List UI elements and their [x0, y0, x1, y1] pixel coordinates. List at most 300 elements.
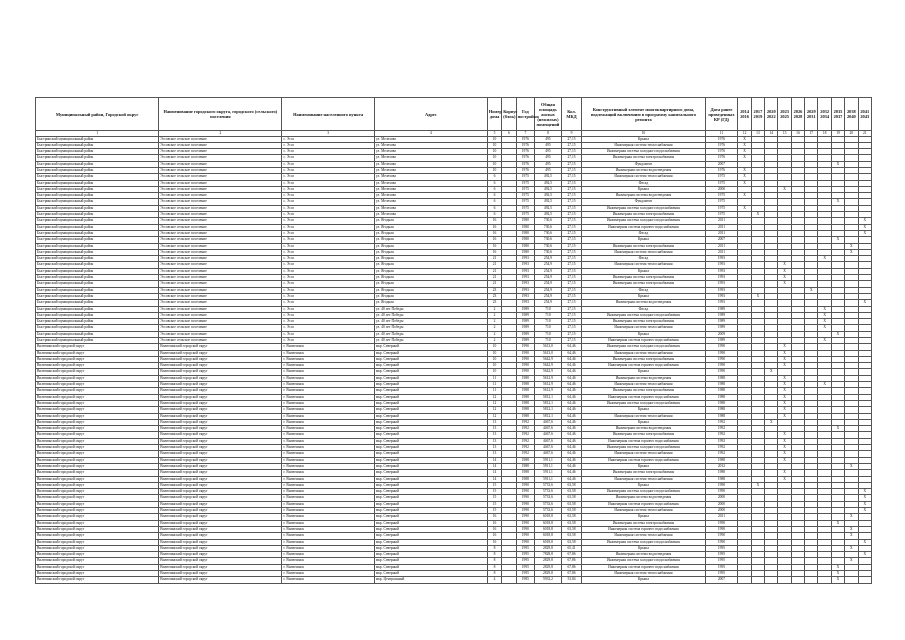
table-cell: X — [831, 564, 844, 570]
table-cell: 1992 — [705, 426, 738, 432]
table-cell: г. Вилючинск — [282, 356, 374, 362]
table-cell: Вилючинский городской округ — [36, 382, 159, 388]
table-cell: 1992 — [516, 419, 534, 425]
table-cell: 64,46 — [561, 400, 582, 406]
column-header: 2029 2031 — [805, 98, 818, 131]
table-cell: Эссовское сельское поселение — [159, 256, 282, 262]
table-cell: мкр. Северный — [374, 388, 487, 394]
table-cell: Фасад — [582, 306, 705, 312]
table-cell: 1992 — [705, 419, 738, 425]
table-cell: Вилючинский городской округ — [36, 570, 159, 576]
table-cell: Фасад — [582, 256, 705, 262]
table-cell: ул. 40 лет Победы — [374, 312, 487, 318]
table-cell: Вилючинский городской округ — [159, 520, 282, 526]
table-cell: Вилючинский городской округ — [159, 394, 282, 400]
table-cell: ул. Мелехова — [374, 186, 487, 192]
table-cell: 4467,6 — [535, 419, 562, 425]
table-cell: X — [845, 243, 858, 249]
table-cell: 6 — [487, 180, 501, 186]
table-cell: Инженерная система холодного водоснабжения — [582, 205, 705, 211]
table-cell: 27,15 — [561, 149, 582, 155]
table-cell: 1976 — [516, 136, 534, 142]
table-cell: 1993 — [516, 256, 534, 262]
table-cell: Вилючинский городской округ — [159, 363, 282, 369]
table-cell: 5812,1 — [535, 394, 562, 400]
table-cell: 2011 — [705, 514, 738, 520]
table-cell: X — [858, 495, 872, 501]
table-cell: Быстринский муниципальный район — [36, 224, 159, 230]
table-cell: 27,15 — [561, 237, 582, 243]
table-cell: X — [778, 344, 791, 350]
table-cell: 12 — [487, 400, 501, 406]
table-cell: Вилючинский городской округ — [159, 508, 282, 514]
table-cell: ул. Мелехова — [374, 142, 487, 148]
table-cell: X — [831, 426, 844, 432]
table-cell: 492,5 — [535, 212, 562, 218]
table-cell: 14 — [487, 476, 501, 482]
table-cell: Инженерная система водоотведения — [582, 167, 705, 173]
table-cell: Вилючинский городской округ — [36, 470, 159, 476]
table-cell: 27,15 — [561, 136, 582, 142]
table-cell: ул. Мелехова — [374, 167, 487, 173]
table-cell: 1995 — [705, 558, 738, 564]
table-cell: X — [818, 325, 831, 331]
table-cell: 1995 — [705, 552, 738, 558]
table-cell: 63,58 — [561, 482, 582, 488]
table-cell: 1976 — [516, 161, 534, 167]
table-cell: г. Вилючинск — [282, 526, 374, 532]
table-cell: Фасад — [582, 230, 705, 236]
table-cell: г. Вилючинск — [282, 564, 374, 570]
table-cell: Инженерная система горячего водоснабжения — [582, 526, 705, 532]
table-cell: Вилючинский городской округ — [36, 501, 159, 507]
table-cell: X — [778, 281, 791, 287]
column-number: 21 — [858, 131, 872, 137]
table-cell: Инженерная система электроснабжения — [582, 281, 705, 287]
table-cell: Вилючинский городской округ — [36, 552, 159, 558]
table-cell: ул. Мелехова — [374, 161, 487, 167]
table-cell: Быстринский муниципальный район — [36, 149, 159, 155]
table-cell: 2 — [487, 331, 501, 337]
table-cell: 2 — [487, 319, 501, 325]
table-cell: 64,46 — [561, 350, 582, 356]
table-cell: X — [858, 539, 872, 545]
table-cell: X — [858, 552, 872, 558]
table-cell: ул. Мелехова — [374, 155, 487, 161]
table-cell: мкр. Северный — [374, 426, 487, 432]
table-cell: с. Эссо — [282, 287, 374, 293]
table-cell: 14 — [487, 463, 501, 469]
table-cell: Крыша — [582, 545, 705, 551]
table-cell: 2000 — [705, 186, 738, 192]
table-cell: Крыша — [582, 577, 705, 583]
table-cell: 64,46 — [561, 382, 582, 388]
table-cell: с. Эссо — [282, 268, 374, 274]
table-cell: с. Эссо — [282, 230, 374, 236]
table-cell: ул. 40 лет Победы — [374, 306, 487, 312]
table-cell: ул. 40 лет Победы — [374, 331, 487, 337]
table-cell: 1988 — [705, 394, 738, 400]
table-cell: X — [738, 167, 751, 173]
table-cell: Быстринский муниципальный район — [36, 287, 159, 293]
table-cell: 5812,1 — [535, 413, 562, 419]
table-cell: г. Вилючинск — [282, 400, 374, 406]
table-cell: Вилючинский городской округ — [36, 514, 159, 520]
table-cell: 1990 — [705, 539, 738, 545]
table-cell: X — [778, 186, 791, 192]
table-cell: 1988 — [516, 400, 534, 406]
table-cell: Вилючинский городской округ — [159, 577, 282, 583]
table-cell: 27,15 — [561, 325, 582, 331]
table-cell: 1993 — [705, 256, 738, 262]
table-cell: Инженерная система водоотведения — [582, 426, 705, 432]
table-cell: 1992 — [705, 451, 738, 457]
table-cell: 27,15 — [561, 230, 582, 236]
table-cell: 4467,6 — [535, 432, 562, 438]
table-cell: X — [831, 237, 844, 243]
table-cell: Вилючинский городской округ — [36, 533, 159, 539]
table-cell: г. Вилючинск — [282, 419, 374, 425]
table-cell: 730,6 — [535, 218, 562, 224]
table-cell: X — [765, 369, 778, 375]
table-cell: 1975 — [705, 174, 738, 180]
table-cell: 1993 — [516, 281, 534, 287]
table-cell: X — [751, 293, 764, 299]
table-cell: 64,46 — [561, 388, 582, 394]
table-cell: 1990 — [516, 514, 534, 520]
table-cell: Инженерная система теплоснабжения — [582, 174, 705, 180]
table-cell: 64,46 — [561, 470, 582, 476]
table-cell: X — [765, 419, 778, 425]
table-cell: 27,15 — [561, 262, 582, 268]
table-cell: X — [818, 319, 831, 325]
table-cell: с. Эссо — [282, 167, 374, 173]
column-header: 2017 2019 — [751, 98, 764, 131]
table-cell: 1993 — [705, 275, 738, 281]
table-body — [36, 136, 872, 583]
table-cell: Быстринский муниципальный район — [36, 186, 159, 192]
table-cell: Эссовское сельское поселение — [159, 167, 282, 173]
table-cell: 492,5 — [535, 205, 562, 211]
table-cell: 1990 — [705, 489, 738, 495]
table-cell: Эссовское сельское поселение — [159, 325, 282, 331]
table-cell: мкр. Северный — [374, 539, 487, 545]
table-cell: мкр. Северный — [374, 350, 487, 356]
table-cell: X — [845, 249, 858, 255]
column-header: Адрес — [374, 98, 487, 131]
column-header: Дата ранее проведенных КР (ГД) — [705, 98, 738, 131]
table-cell: 23 — [487, 300, 501, 306]
table-cell: с. Эссо — [282, 180, 374, 186]
table-cell: Вилючинский городской округ — [159, 482, 282, 488]
table-cell: Быстринский муниципальный район — [36, 293, 159, 299]
table-cell: Вилючинский городской округ — [36, 482, 159, 488]
table-cell: ул. Мелехова — [374, 205, 487, 211]
table-cell: 1992 — [516, 451, 534, 457]
column-header: Номер дома — [487, 98, 501, 131]
table-cell: Быстринский муниципальный район — [36, 262, 159, 268]
table-cell: 5911,1 — [535, 476, 562, 482]
table-cell: X — [778, 363, 791, 369]
table-cell: Инженерная система холодного водоснабжения — [582, 344, 705, 350]
column-header: 2032 2034 — [818, 98, 831, 131]
table-cell: Инженерная система водоотведения — [582, 193, 705, 199]
table-cell: 730,6 — [535, 237, 562, 243]
table-cell: 1988 — [705, 400, 738, 406]
table-cell: мкр. Северный — [374, 369, 487, 375]
table-cell: 27,15 — [561, 249, 582, 255]
table-cell: 492,5 — [535, 186, 562, 192]
table-cell: 64,46 — [561, 463, 582, 469]
table-cell: Вилючинский городской округ — [36, 558, 159, 564]
table-cell: Эссовское сельское поселение — [159, 331, 282, 337]
table-cell: Вилючинский городской округ — [36, 375, 159, 381]
table-cell: 1988 — [516, 457, 534, 463]
table-cell: с. Эссо — [282, 212, 374, 218]
table-cell: 1989 — [516, 306, 534, 312]
table-cell: г. Вилючинск — [282, 445, 374, 451]
table-cell: г. Вилючинск — [282, 363, 374, 369]
table-cell: 27,15 — [561, 243, 582, 249]
table-cell: 21 — [487, 268, 501, 274]
table-cell: 6 — [487, 199, 501, 205]
table-cell: мкр. Северный — [374, 432, 487, 438]
column-number: 20 — [845, 131, 858, 137]
table-cell: г. Вилючинск — [282, 394, 374, 400]
table-cell: 8 — [487, 564, 501, 570]
table-cell: с. Эссо — [282, 312, 374, 318]
table-cell: с. Эссо — [282, 325, 374, 331]
table-cell: Вилючинский городской округ — [36, 545, 159, 551]
table-cell: г. Вилючинск — [282, 508, 374, 514]
table-cell: г. Вилючинск — [282, 533, 374, 539]
table-cell: 1993 — [516, 287, 534, 293]
table-cell: Вилючинский городской округ — [159, 426, 282, 432]
table-cell: 1990 — [516, 501, 534, 507]
table-cell: 1988 — [705, 476, 738, 482]
table-cell: Инженерная система электроснабжения — [582, 212, 705, 218]
table-cell: Эссовское сельское поселение — [159, 218, 282, 224]
table-cell: 10 — [487, 149, 501, 155]
table-cell: Вилючинский городской округ — [36, 432, 159, 438]
table-cell: 2007 — [705, 161, 738, 167]
table-cell: 64,46 — [561, 413, 582, 419]
table-cell: Вилючинский городской округ — [159, 558, 282, 564]
table-cell: X — [858, 501, 872, 507]
table-cell: Вилючинский городской округ — [159, 369, 282, 375]
table-cell: X — [845, 533, 858, 539]
table-cell: мкр. Северный — [374, 375, 487, 381]
table-cell: Быстринский муниципальный район — [36, 319, 159, 325]
table-cell: 13 — [487, 445, 501, 451]
table-cell: 1976 — [705, 142, 738, 148]
column-number: 17 — [805, 131, 818, 137]
table-cell: Вилючинский городской округ — [159, 445, 282, 451]
table-cell: 1990 — [705, 356, 738, 362]
table-cell: 27,15 — [561, 174, 582, 180]
table-cell: г. Вилючинск — [282, 501, 374, 507]
table-cell: 67,86 — [561, 564, 582, 570]
table-cell: Эссовское сельское поселение — [159, 287, 282, 293]
table-cell: 1988 — [705, 375, 738, 381]
table-cell: г. Вилючинск — [282, 552, 374, 558]
table-cell: Эссовское сельское поселение — [159, 199, 282, 205]
table-cell: 710 — [535, 338, 562, 344]
table-cell: с. Эссо — [282, 205, 374, 211]
table-cell: мкр. Северный — [374, 476, 487, 482]
table-cell: 492,5 — [535, 199, 562, 205]
table-cell: 10 — [487, 136, 501, 142]
table-cell: Вилючинский городской округ — [159, 344, 282, 350]
table-cell — [751, 577, 764, 583]
table-cell: 27,15 — [561, 275, 582, 281]
table-cell: 1993 — [516, 268, 534, 274]
table-cell: с. Эссо — [282, 281, 374, 287]
table-cell: 1990 — [516, 356, 534, 362]
table-cell: 495 — [535, 167, 562, 173]
table-cell: 1980 — [516, 243, 534, 249]
table-cell: г. Вилючинск — [282, 470, 374, 476]
table-cell: 8 — [487, 552, 501, 558]
table-cell: 254,9 — [535, 293, 562, 299]
table-cell: Инженерная система теплоснабжения — [582, 382, 705, 388]
table-cell: мкр. Северный — [374, 438, 487, 444]
table-cell: 1993 — [516, 262, 534, 268]
table-cell: X — [778, 356, 791, 362]
table-cell: Эссовское сельское поселение — [159, 180, 282, 186]
table-cell: 1995 — [516, 570, 534, 576]
table-cell: Инженерная система теплоснабжения — [582, 325, 705, 331]
table-cell: г. Вилючинск — [282, 577, 374, 583]
table-cell: 11 — [487, 375, 501, 381]
table-cell: Вилючинский городской округ — [36, 476, 159, 482]
table-cell: Быстринский муниципальный район — [36, 142, 159, 148]
table-cell: мкр. Северный — [374, 382, 487, 388]
table-cell: X — [818, 256, 831, 262]
table-cell: X — [778, 268, 791, 274]
table-cell: с. Эссо — [282, 218, 374, 224]
table-cell: Вилючинский городской округ — [159, 407, 282, 413]
table-cell: 6018,8 — [535, 514, 562, 520]
table-cell: X — [778, 394, 791, 400]
table-cell: 63,58 — [561, 495, 582, 501]
table-cell: 492,5 — [535, 174, 562, 180]
table-cell: 2009 — [705, 331, 738, 337]
table-cell: Инженерная система электроснабжения — [582, 243, 705, 249]
table-cell: 1990 — [516, 526, 534, 532]
table-cell: X — [738, 155, 751, 161]
table-cell: 2829,8 — [535, 564, 562, 570]
table-cell: Эссовское сельское поселение — [159, 243, 282, 249]
table-cell: мкр. Северный — [374, 463, 487, 469]
column-header: 2014 2016 — [738, 98, 751, 131]
column-number: 5 — [487, 131, 501, 137]
table-cell: 1990 — [705, 363, 738, 369]
table-cell: Вилючинский городской округ — [159, 539, 282, 545]
table-cell: г. Вилючинск — [282, 344, 374, 350]
table-cell: 730,6 — [535, 230, 562, 236]
table-cell: 8 — [487, 570, 501, 576]
table-cell: 67,86 — [561, 552, 582, 558]
table-cell: мкр. Северный — [374, 533, 487, 539]
column-number: 11 — [705, 131, 738, 137]
table-cell: ул. Ягодная — [374, 237, 487, 243]
table-cell: Вилючинский городской округ — [159, 457, 282, 463]
table-cell: мкр. Северный — [374, 552, 487, 558]
header-row — [36, 98, 872, 131]
table-cell: 1988 — [516, 463, 534, 469]
table-cell: Инженерная система горячего водоснабжения — [582, 224, 705, 230]
table-cell: 492,5 — [535, 180, 562, 186]
table-cell: 1990 — [516, 489, 534, 495]
table-cell: X — [831, 331, 844, 337]
table-cell: Эссовское сельское поселение — [159, 230, 282, 236]
table-cell: 5612,9 — [535, 388, 562, 394]
table-cell: 1988 — [705, 457, 738, 463]
table-cell: 1975 — [705, 212, 738, 218]
table-cell: Вилючинский городской округ — [36, 577, 159, 583]
table-cell: Инженерная система электроснабжения — [582, 356, 705, 362]
table-cell: 1993 — [516, 275, 534, 281]
table-cell: X — [751, 212, 764, 218]
table-cell: 1989 — [516, 325, 534, 331]
table-cell: 10 — [487, 369, 501, 375]
table-cell: X — [738, 136, 751, 142]
table-cell: 1976 — [705, 136, 738, 142]
table-cell: 1995 — [516, 545, 534, 551]
table-cell: Инженерная система водоотведения — [582, 552, 705, 558]
column-number: 16 — [791, 131, 804, 137]
table-cell: Вилючинский городской округ — [159, 463, 282, 469]
table-cell: 1976 — [516, 155, 534, 161]
table-cell: Эссовское сельское поселение — [159, 306, 282, 312]
table-cell: Крыша — [582, 136, 705, 142]
table-cell: X — [778, 438, 791, 444]
table-cell: с. Эссо — [282, 161, 374, 167]
table-cell: X — [845, 558, 858, 564]
table-cell: 2011 — [705, 230, 738, 236]
table-cell: 27,15 — [561, 268, 582, 274]
table-cell: Эссовское сельское поселение — [159, 174, 282, 180]
table-cell: 1993 — [705, 293, 738, 299]
table-cell: 1980 — [516, 224, 534, 230]
table-cell: Инженерная система холодного водоснабжения — [582, 400, 705, 406]
table-cell: 27,15 — [561, 180, 582, 186]
table-cell: 53,84 — [561, 577, 582, 583]
table-cell: 7828,8 — [535, 552, 562, 558]
table-cell: 16 — [487, 539, 501, 545]
table-cell: 1992 — [516, 432, 534, 438]
table-cell: 2007 — [705, 577, 738, 583]
table-cell: 10 — [487, 344, 501, 350]
table-cell: 8 — [487, 545, 501, 551]
table-cell: X — [831, 577, 844, 583]
table-cell: 16 — [487, 218, 501, 224]
table-cell: 5642,9 — [535, 356, 562, 362]
table-cell: 5812,1 — [535, 407, 562, 413]
table-cell: ул. Ягодная — [374, 275, 487, 281]
table-cell: X — [818, 338, 831, 344]
table-cell: 254,9 — [535, 262, 562, 268]
column-header: Наименование городского округа, городского (сельского) поселения — [159, 98, 282, 131]
table-cell: 4 — [487, 577, 501, 583]
table-cell: 2000 — [705, 495, 738, 501]
table-cell: ул. 40 лет Победы — [374, 319, 487, 325]
table-cell: Эссовское сельское поселение — [159, 142, 282, 148]
table-cell: с. Эссо — [282, 149, 374, 155]
table-cell: 730,6 — [535, 249, 562, 255]
table-cell: Фасад — [582, 180, 705, 186]
